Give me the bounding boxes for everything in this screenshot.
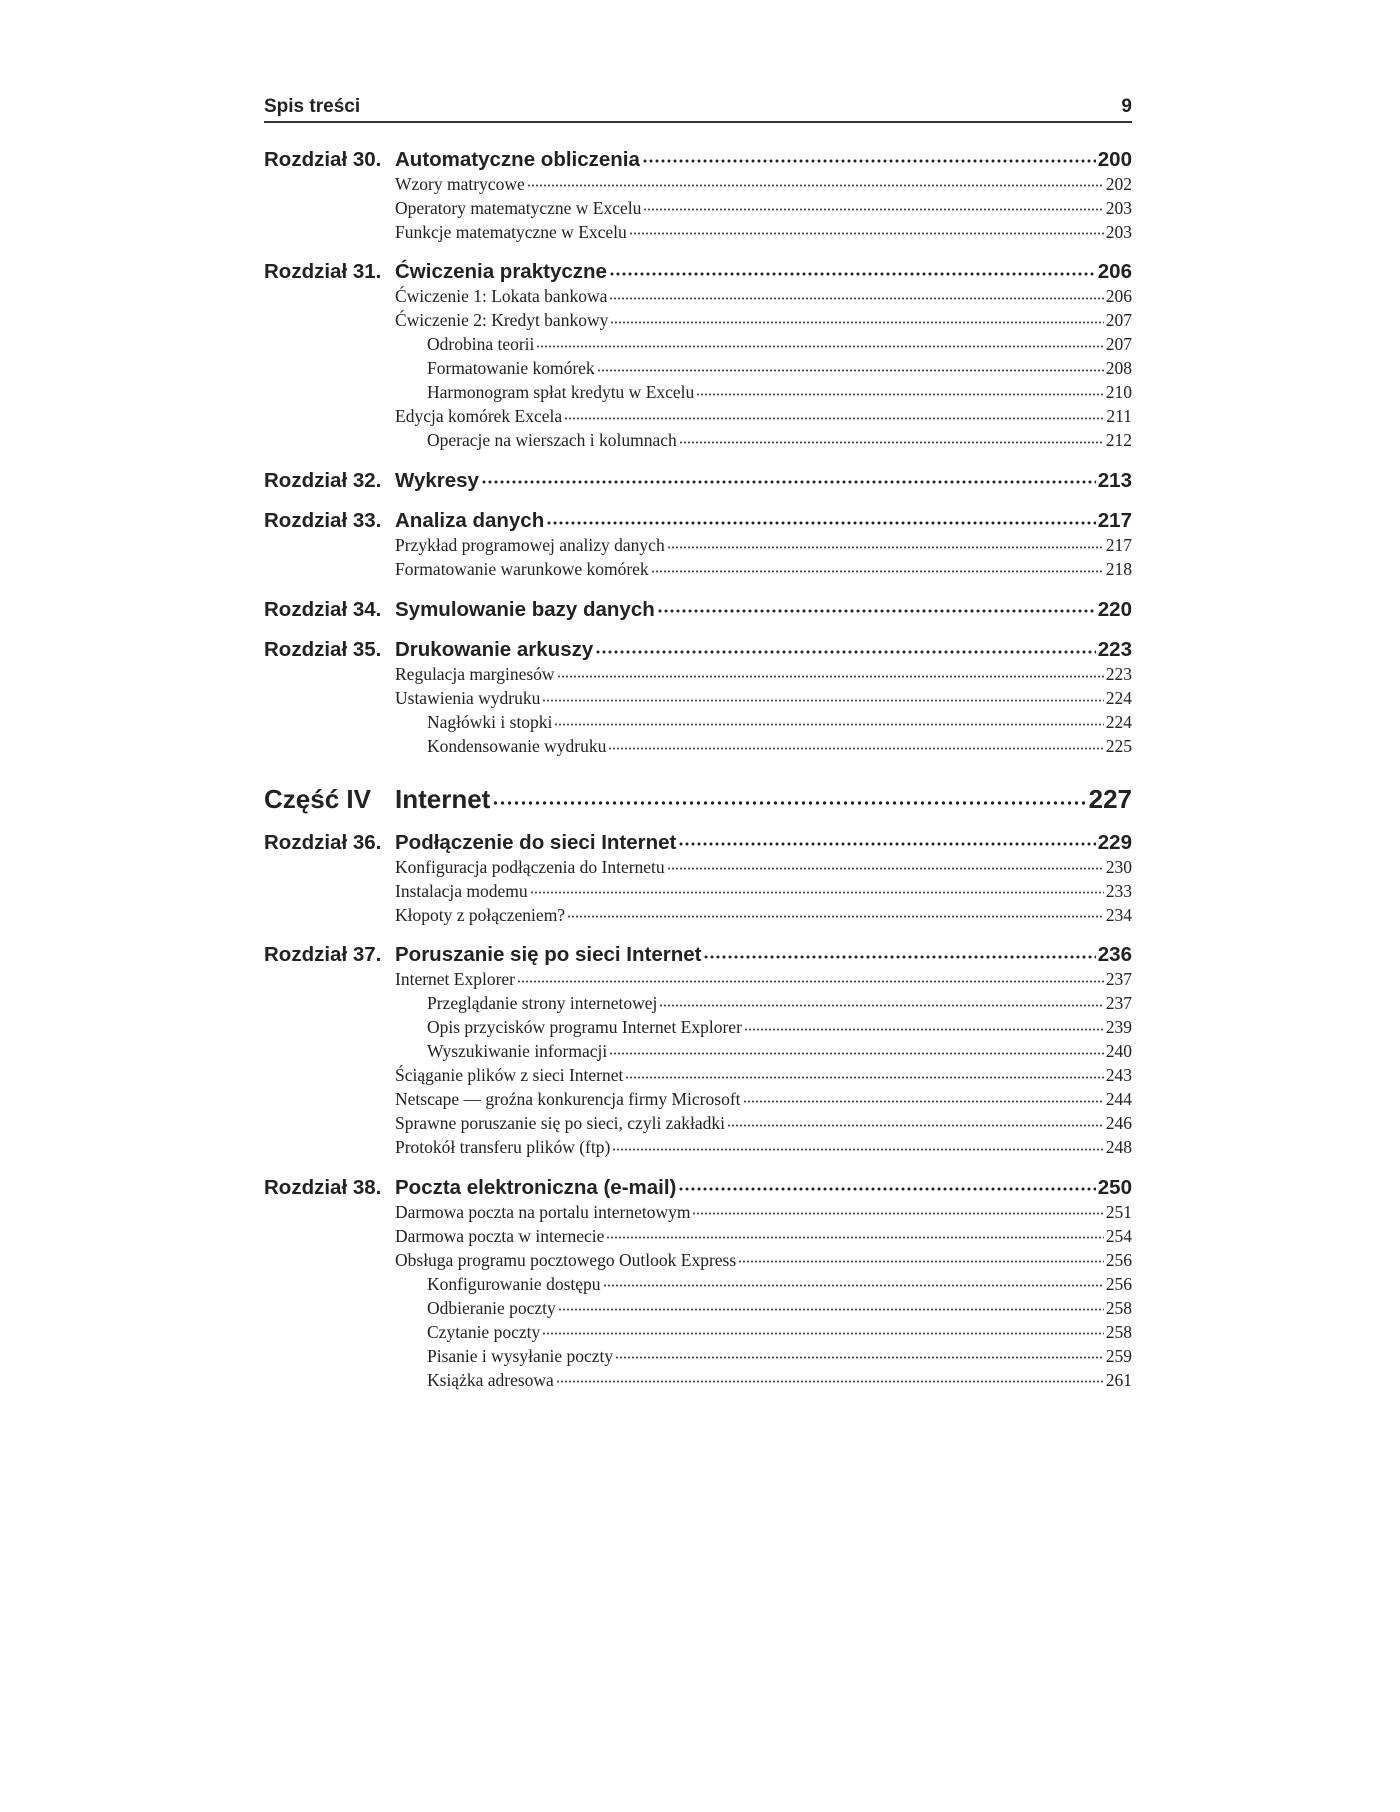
entry-title: Czytanie poczty bbox=[427, 1321, 541, 1342]
toc-part-entry bbox=[264, 782, 1132, 814]
dot-leader bbox=[615, 1344, 1104, 1362]
entry-page-number: 259 bbox=[1105, 1345, 1132, 1366]
toc-chapter-entry bbox=[264, 941, 1132, 968]
toc-section-entry bbox=[264, 879, 1132, 903]
toc-chapter-entry bbox=[264, 258, 1132, 285]
entry-page-number: 208 bbox=[1105, 358, 1132, 378]
entry-page-number: 210 bbox=[1105, 382, 1132, 402]
entry-page-number: 203 bbox=[1105, 221, 1132, 242]
toc-page bbox=[264, 96, 1132, 1392]
dot-leader bbox=[527, 172, 1104, 190]
dot-leader bbox=[542, 687, 1103, 705]
entry-title: Nagłówki i stopki bbox=[427, 712, 553, 732]
entry-page-number: 223 bbox=[1105, 664, 1132, 684]
entry-page-number: 237 bbox=[1105, 969, 1132, 989]
chapter-number: Rozdział 30. bbox=[264, 147, 382, 171]
dot-leader bbox=[610, 309, 1103, 327]
entry-page-number: 256 bbox=[1105, 1273, 1132, 1294]
entry-page-number: 248 bbox=[1105, 1137, 1132, 1157]
toc-section-entry bbox=[264, 220, 1132, 244]
dot-leader bbox=[743, 1088, 1104, 1106]
dot-leader bbox=[727, 1112, 1104, 1130]
toc-section-entry bbox=[264, 1368, 1132, 1392]
entry-page-number: 250 bbox=[1097, 1175, 1132, 1199]
entry-title: Wyszukiwanie informacji bbox=[427, 1041, 608, 1061]
entry-page-number: 239 bbox=[1105, 1017, 1132, 1037]
dot-leader bbox=[612, 1136, 1103, 1154]
entry-title: Podłączenie do sieci Internet bbox=[395, 830, 677, 854]
entry-title: Edycja komórek Excela bbox=[395, 406, 563, 426]
entry-title: Internet bbox=[395, 784, 491, 814]
entry-page-number: 230 bbox=[1105, 856, 1132, 877]
dot-leader bbox=[609, 1040, 1104, 1058]
dot-leader bbox=[564, 405, 1104, 423]
dot-leader bbox=[679, 429, 1104, 447]
dot-leader bbox=[517, 968, 1104, 986]
entry-page-number: 217 bbox=[1105, 535, 1132, 555]
entry-title: Kondensowanie wydruku bbox=[427, 736, 607, 756]
toc-section-entry bbox=[264, 1111, 1132, 1135]
toc-section-entry bbox=[264, 1200, 1132, 1224]
chapter-number: Rozdział 37. bbox=[264, 943, 382, 966]
toc-section-entry bbox=[264, 662, 1132, 686]
entry-title: Operatory matematyczne w Excelu bbox=[395, 197, 642, 218]
entry-page-number: 207 bbox=[1105, 334, 1132, 354]
dot-leader bbox=[597, 357, 1104, 375]
toc-section-entry bbox=[264, 1063, 1132, 1087]
entry-title: Ćwiczenie 2: Kredyt bankowy bbox=[395, 310, 609, 330]
toc-section-entry bbox=[264, 1272, 1132, 1296]
entry-page-number: 251 bbox=[1105, 1201, 1132, 1222]
entry-page-number: 254 bbox=[1105, 1225, 1132, 1246]
entry-title: Protokół transferu plików (ftp) bbox=[395, 1137, 611, 1157]
entry-title: Książka adresowa bbox=[427, 1369, 554, 1390]
entry-title: Formatowanie komórek bbox=[427, 358, 595, 378]
entry-title: Przykład programowej analizy danych bbox=[395, 535, 665, 555]
entry-title: Poruszanie się po sieci Internet bbox=[395, 943, 702, 966]
entry-page-number: 213 bbox=[1097, 468, 1132, 492]
entry-title: Sprawne poruszanie się po sieci, czyli zakładki bbox=[395, 1113, 725, 1133]
dot-leader bbox=[567, 903, 1104, 921]
header-title: Spis treści bbox=[264, 96, 361, 117]
entry-page-number: 202 bbox=[1105, 173, 1132, 194]
dot-leader bbox=[558, 1296, 1104, 1314]
dot-leader bbox=[667, 534, 1104, 552]
entry-page-number: 229 bbox=[1097, 830, 1132, 854]
toc-section-entry bbox=[264, 686, 1132, 710]
toc-section-entry bbox=[264, 380, 1132, 404]
toc-section-entry bbox=[264, 284, 1132, 308]
entry-page-number: 233 bbox=[1105, 880, 1132, 901]
entry-page-number: 206 bbox=[1097, 260, 1132, 283]
entry-page-number: 211 bbox=[1106, 406, 1132, 426]
entry-title: Funkcje matematyczne w Excelu bbox=[395, 221, 627, 242]
entry-title: Opis przycisków programu Internet Explorer bbox=[427, 1017, 742, 1037]
toc-section-entry bbox=[264, 356, 1132, 380]
chapter-number: Rozdział 36. bbox=[264, 830, 382, 854]
entry-title: Obsługa programu pocztowego Outlook Express bbox=[395, 1249, 737, 1270]
chapter-number: Rozdział 33. bbox=[264, 509, 382, 532]
toc-chapter-entry bbox=[264, 636, 1132, 663]
toc-section-entry bbox=[264, 1296, 1132, 1320]
entry-page-number: 224 bbox=[1105, 712, 1132, 732]
entry-page-number: 258 bbox=[1105, 1321, 1132, 1342]
dot-leader bbox=[530, 879, 1104, 897]
toc-section-entry bbox=[264, 967, 1132, 991]
toc-section-entry bbox=[264, 1320, 1132, 1344]
dot-leader bbox=[554, 711, 1103, 729]
entry-page-number: 206 bbox=[1105, 286, 1132, 306]
entry-title: Wykresy bbox=[395, 468, 479, 492]
entry-title: Konfiguracja podłączenia do Internetu bbox=[395, 856, 665, 877]
dot-leader bbox=[603, 1272, 1104, 1290]
dot-leader bbox=[556, 1368, 1104, 1386]
entry-page-number: 203 bbox=[1105, 197, 1132, 218]
entry-page-number: 246 bbox=[1105, 1113, 1132, 1133]
dot-leader bbox=[492, 782, 1086, 808]
entry-title: Kłopoty z połączeniem? bbox=[395, 904, 566, 925]
toc-section-entry bbox=[264, 734, 1132, 758]
entry-title: Formatowanie warunkowe komórek bbox=[395, 559, 649, 579]
dot-leader bbox=[643, 196, 1103, 214]
entry-page-number: 244 bbox=[1105, 1089, 1132, 1109]
dot-leader bbox=[606, 1224, 1103, 1242]
entry-title: Netscape — groźna konkurencja firmy Microsoft bbox=[395, 1089, 741, 1109]
entry-page-number: 258 bbox=[1105, 1297, 1132, 1318]
entry-title: Operacje na wierszach i kolumnach bbox=[427, 430, 677, 450]
entry-page-number: 234 bbox=[1105, 904, 1132, 925]
dot-leader bbox=[642, 145, 1096, 166]
entry-title: Drukowanie arkuszy bbox=[395, 638, 594, 661]
dot-leader bbox=[546, 507, 1096, 528]
dot-leader bbox=[657, 595, 1096, 616]
dot-leader bbox=[678, 828, 1095, 849]
entry-title: Internet Explorer bbox=[395, 969, 516, 989]
entry-page-number: 225 bbox=[1105, 736, 1132, 756]
entry-page-number: 223 bbox=[1097, 638, 1132, 661]
entry-page-number: 256 bbox=[1105, 1249, 1132, 1270]
running-header bbox=[264, 96, 1132, 123]
toc-section-entry bbox=[264, 710, 1132, 734]
dot-leader bbox=[542, 1320, 1104, 1338]
entry-page-number: 217 bbox=[1097, 509, 1132, 532]
part-number: Część IV bbox=[264, 784, 371, 814]
entry-title: Harmonogram spłat kredytu w Excelu bbox=[427, 382, 695, 402]
dot-leader bbox=[595, 636, 1096, 657]
entry-title: Instalacja modemu bbox=[395, 880, 528, 901]
toc-section-entry bbox=[264, 404, 1132, 428]
entry-title: Darmowa poczta w internecie bbox=[395, 1225, 605, 1246]
dot-leader bbox=[625, 1064, 1103, 1082]
entry-page-number: 240 bbox=[1105, 1041, 1132, 1061]
dot-leader bbox=[696, 381, 1103, 399]
toc-section-entry bbox=[264, 1039, 1132, 1063]
toc-section-entry bbox=[264, 1224, 1132, 1248]
entry-page-number: 224 bbox=[1105, 688, 1132, 708]
chapter-number: Rozdział 35. bbox=[264, 638, 382, 661]
toc-chapter-entry bbox=[264, 145, 1132, 172]
entry-title: Pisanie i wysyłanie poczty bbox=[427, 1345, 614, 1366]
dot-leader bbox=[678, 1173, 1095, 1194]
toc-chapter-entry bbox=[264, 1173, 1132, 1200]
toc-section-entry bbox=[264, 1015, 1132, 1039]
entry-title: Ustawienia wydruku bbox=[395, 688, 541, 708]
entry-title: Ćwiczenia praktyczne bbox=[395, 260, 607, 283]
entry-page-number: 227 bbox=[1088, 784, 1132, 814]
entry-title: Darmowa poczta na portalu internetowym bbox=[395, 1201, 691, 1222]
toc-section-entry bbox=[264, 855, 1132, 879]
entry-title: Wzory matrycowe bbox=[395, 173, 525, 194]
entry-page-number: 220 bbox=[1097, 597, 1132, 621]
dot-leader bbox=[608, 735, 1103, 753]
dot-leader bbox=[629, 220, 1104, 238]
chapter-number: Rozdział 32. bbox=[264, 468, 382, 492]
entry-page-number: 243 bbox=[1105, 1065, 1132, 1085]
toc-chapter-entry bbox=[264, 828, 1132, 855]
entry-title: Przeglądanie strony internetowej bbox=[427, 993, 658, 1013]
entry-title: Regulacja marginesów bbox=[395, 664, 555, 684]
dot-leader bbox=[667, 855, 1104, 873]
entry-page-number: 218 bbox=[1105, 559, 1132, 579]
entry-title: Poczta elektroniczna (e-mail) bbox=[395, 1175, 677, 1199]
dot-leader bbox=[609, 258, 1096, 279]
chapter-number: Rozdział 38. bbox=[264, 1175, 382, 1199]
toc-section-entry bbox=[264, 557, 1132, 581]
table-of-contents bbox=[264, 145, 1132, 1392]
dot-leader bbox=[651, 558, 1104, 576]
entry-title: Ćwiczenie 1: Lokata bankowa bbox=[395, 286, 608, 306]
toc-section-entry bbox=[264, 1344, 1132, 1368]
toc-section-entry bbox=[264, 196, 1132, 220]
dot-leader bbox=[481, 466, 1096, 487]
toc-section-entry bbox=[264, 991, 1132, 1015]
dot-leader bbox=[609, 285, 1103, 303]
toc-section-entry bbox=[264, 332, 1132, 356]
entry-title: Automatyczne obliczenia bbox=[395, 147, 640, 171]
dot-leader bbox=[744, 1016, 1104, 1034]
toc-section-entry bbox=[264, 1135, 1132, 1159]
entry-title: Symulowanie bazy danych bbox=[395, 597, 655, 621]
toc-section-entry bbox=[264, 308, 1132, 332]
toc-chapter-entry bbox=[264, 595, 1132, 622]
toc-chapter-entry bbox=[264, 466, 1132, 493]
entry-title: Odrobina teorii bbox=[427, 334, 535, 354]
dot-leader bbox=[703, 941, 1095, 962]
entry-title: Analiza danych bbox=[395, 509, 545, 532]
entry-page-number: 200 bbox=[1097, 147, 1132, 171]
chapter-number: Rozdział 34. bbox=[264, 597, 382, 621]
entry-page-number: 237 bbox=[1105, 993, 1132, 1013]
toc-section-entry bbox=[264, 903, 1132, 927]
toc-section-entry bbox=[264, 1248, 1132, 1272]
dot-leader bbox=[659, 992, 1103, 1010]
toc-section-entry bbox=[264, 172, 1132, 196]
chapter-number: Rozdział 31. bbox=[264, 260, 382, 283]
dot-leader bbox=[536, 333, 1103, 351]
entry-page-number: 261 bbox=[1105, 1369, 1132, 1390]
dot-leader bbox=[557, 663, 1104, 681]
entry-title: Odbieranie poczty bbox=[427, 1297, 556, 1318]
toc-section-entry bbox=[264, 1087, 1132, 1111]
entry-page-number: 212 bbox=[1105, 430, 1132, 450]
entry-page-number: 207 bbox=[1105, 310, 1132, 330]
dot-leader bbox=[738, 1248, 1104, 1266]
dot-leader bbox=[692, 1200, 1103, 1218]
entry-title: Ściąganie plików z sieci Internet bbox=[395, 1065, 624, 1085]
entry-page-number: 236 bbox=[1097, 943, 1132, 966]
entry-title: Konfigurowanie dostępu bbox=[427, 1273, 601, 1294]
toc-chapter-entry bbox=[264, 507, 1132, 534]
header-page-number: 9 bbox=[1121, 96, 1132, 117]
toc-section-entry bbox=[264, 428, 1132, 452]
toc-section-entry bbox=[264, 533, 1132, 557]
